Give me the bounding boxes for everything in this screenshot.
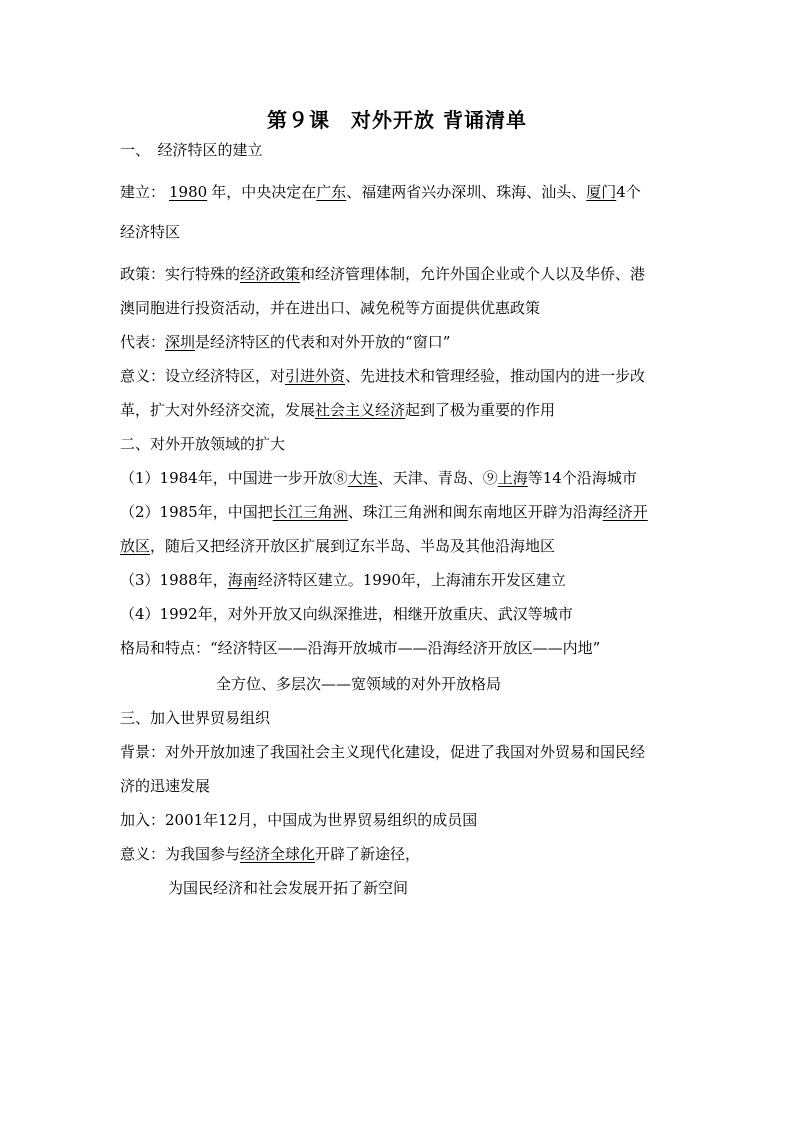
text-line: [120, 844, 420, 864]
text-run: 代表：: [120, 333, 166, 351]
text-line: 格局和特点：“经济特区——沿海开放城市——沿海经济开放区——内地”: [120, 639, 601, 657]
text-line: 为国民经济和社会发展开拓了新空间: [168, 879, 409, 897]
text-line: 加入：2001年12月，中国成为世界贸易组织的成员国: [120, 811, 478, 829]
blank-answer: 海南: [227, 571, 258, 589]
section-heading-1: 一、 经济特区的建立: [120, 141, 263, 159]
text-line: （4）1992年，对外开放又向纵深推进，相继开放重庆、武汉等城市: [120, 605, 573, 623]
text-run: 等14个沿海城市: [527, 469, 637, 487]
text-run: 、珠江三角洲和闽东南地区开辟为沿海: [347, 503, 603, 521]
text-run: （3）1988年，: [120, 571, 228, 589]
text-run: 4个: [616, 183, 641, 201]
text-run: 政策：实行特殊的: [120, 265, 241, 283]
text-run: 革，扩大对外经济交流，发展: [120, 401, 316, 419]
text-line: [120, 502, 648, 522]
text-run: 起到了极为重要的作用: [405, 401, 556, 419]
blank-answer: 上海: [497, 469, 528, 487]
blank-answer: 社会主义经济: [315, 401, 406, 419]
text-run: 、先进技术和管理经验，推动国内的进一步改: [345, 367, 646, 385]
text-line: 全方位、多层次——宽领域的对外开放格局: [216, 675, 502, 693]
section-heading-2: 二、对外开放领域的扩大: [120, 435, 286, 453]
text-run: 建立：: [120, 183, 166, 201]
blank-answer: 引进外资: [285, 367, 346, 385]
page-title: 第９课 对外开放 背诵清单: [267, 108, 527, 132]
text-line: [120, 400, 555, 420]
text-line: [120, 570, 566, 590]
blank-answer: 厦门: [586, 183, 617, 201]
text-run: 开辟了新途径，: [315, 845, 421, 863]
text-run: 、天津、青岛、⑨: [377, 469, 498, 487]
text-run: 意义：设立经济特区，对: [120, 367, 286, 385]
text-run: 意义：为我国参与: [120, 845, 241, 863]
section-heading-3: 三、加入世界贸易组织: [120, 709, 271, 727]
text-run: 和经济管理体制，允许外国企业或个人以及华侨、港: [300, 265, 646, 283]
blank-answer: 经济全球化: [240, 845, 316, 863]
text-line: [120, 182, 641, 202]
blank-answer: 1980: [169, 183, 208, 201]
text-line: [120, 468, 637, 488]
text-run: 、福建两省兴办深圳、珠海、汕头、: [346, 183, 587, 201]
blank-answer: 大连: [347, 469, 378, 487]
text-line: 经济特区: [120, 223, 181, 241]
blank-answer: 经济开: [602, 503, 648, 521]
text-line: [120, 332, 450, 352]
text-run: ，随后又把经济开放区扩展到辽东半岛、半岛及其他沿海地区: [150, 537, 556, 555]
blank-answer: 深圳: [165, 333, 196, 351]
text-run: 经济特区建立。1990年，上海浦东开发区建立: [257, 571, 566, 589]
text-line: [120, 536, 555, 556]
text-line: 背景：对外开放加速了我国社会主义现代化建设，促进了我国对外贸易和国民经: [120, 743, 646, 761]
text-line: [120, 264, 645, 284]
text-run: （2）1985年，中国把: [120, 503, 273, 521]
blank-answer: 经济政策: [240, 265, 301, 283]
blank-answer: 放区: [120, 537, 151, 555]
text-line: [120, 366, 645, 386]
blank-answer: 广东: [316, 183, 347, 201]
text-run: 年，中央决定在: [211, 183, 317, 201]
text-line: 澳同胞进行投资活动，并在进出口、减免税等方面提供优惠政策: [120, 299, 541, 317]
blank-answer: 长江三角洲: [272, 503, 348, 521]
text-run: 是经济特区的代表和对外开放的“窗口”: [195, 333, 451, 351]
text-run: （1）1984年，中国进一步开放⑧: [120, 469, 348, 487]
text-line: 济的迅速发展: [120, 777, 211, 795]
